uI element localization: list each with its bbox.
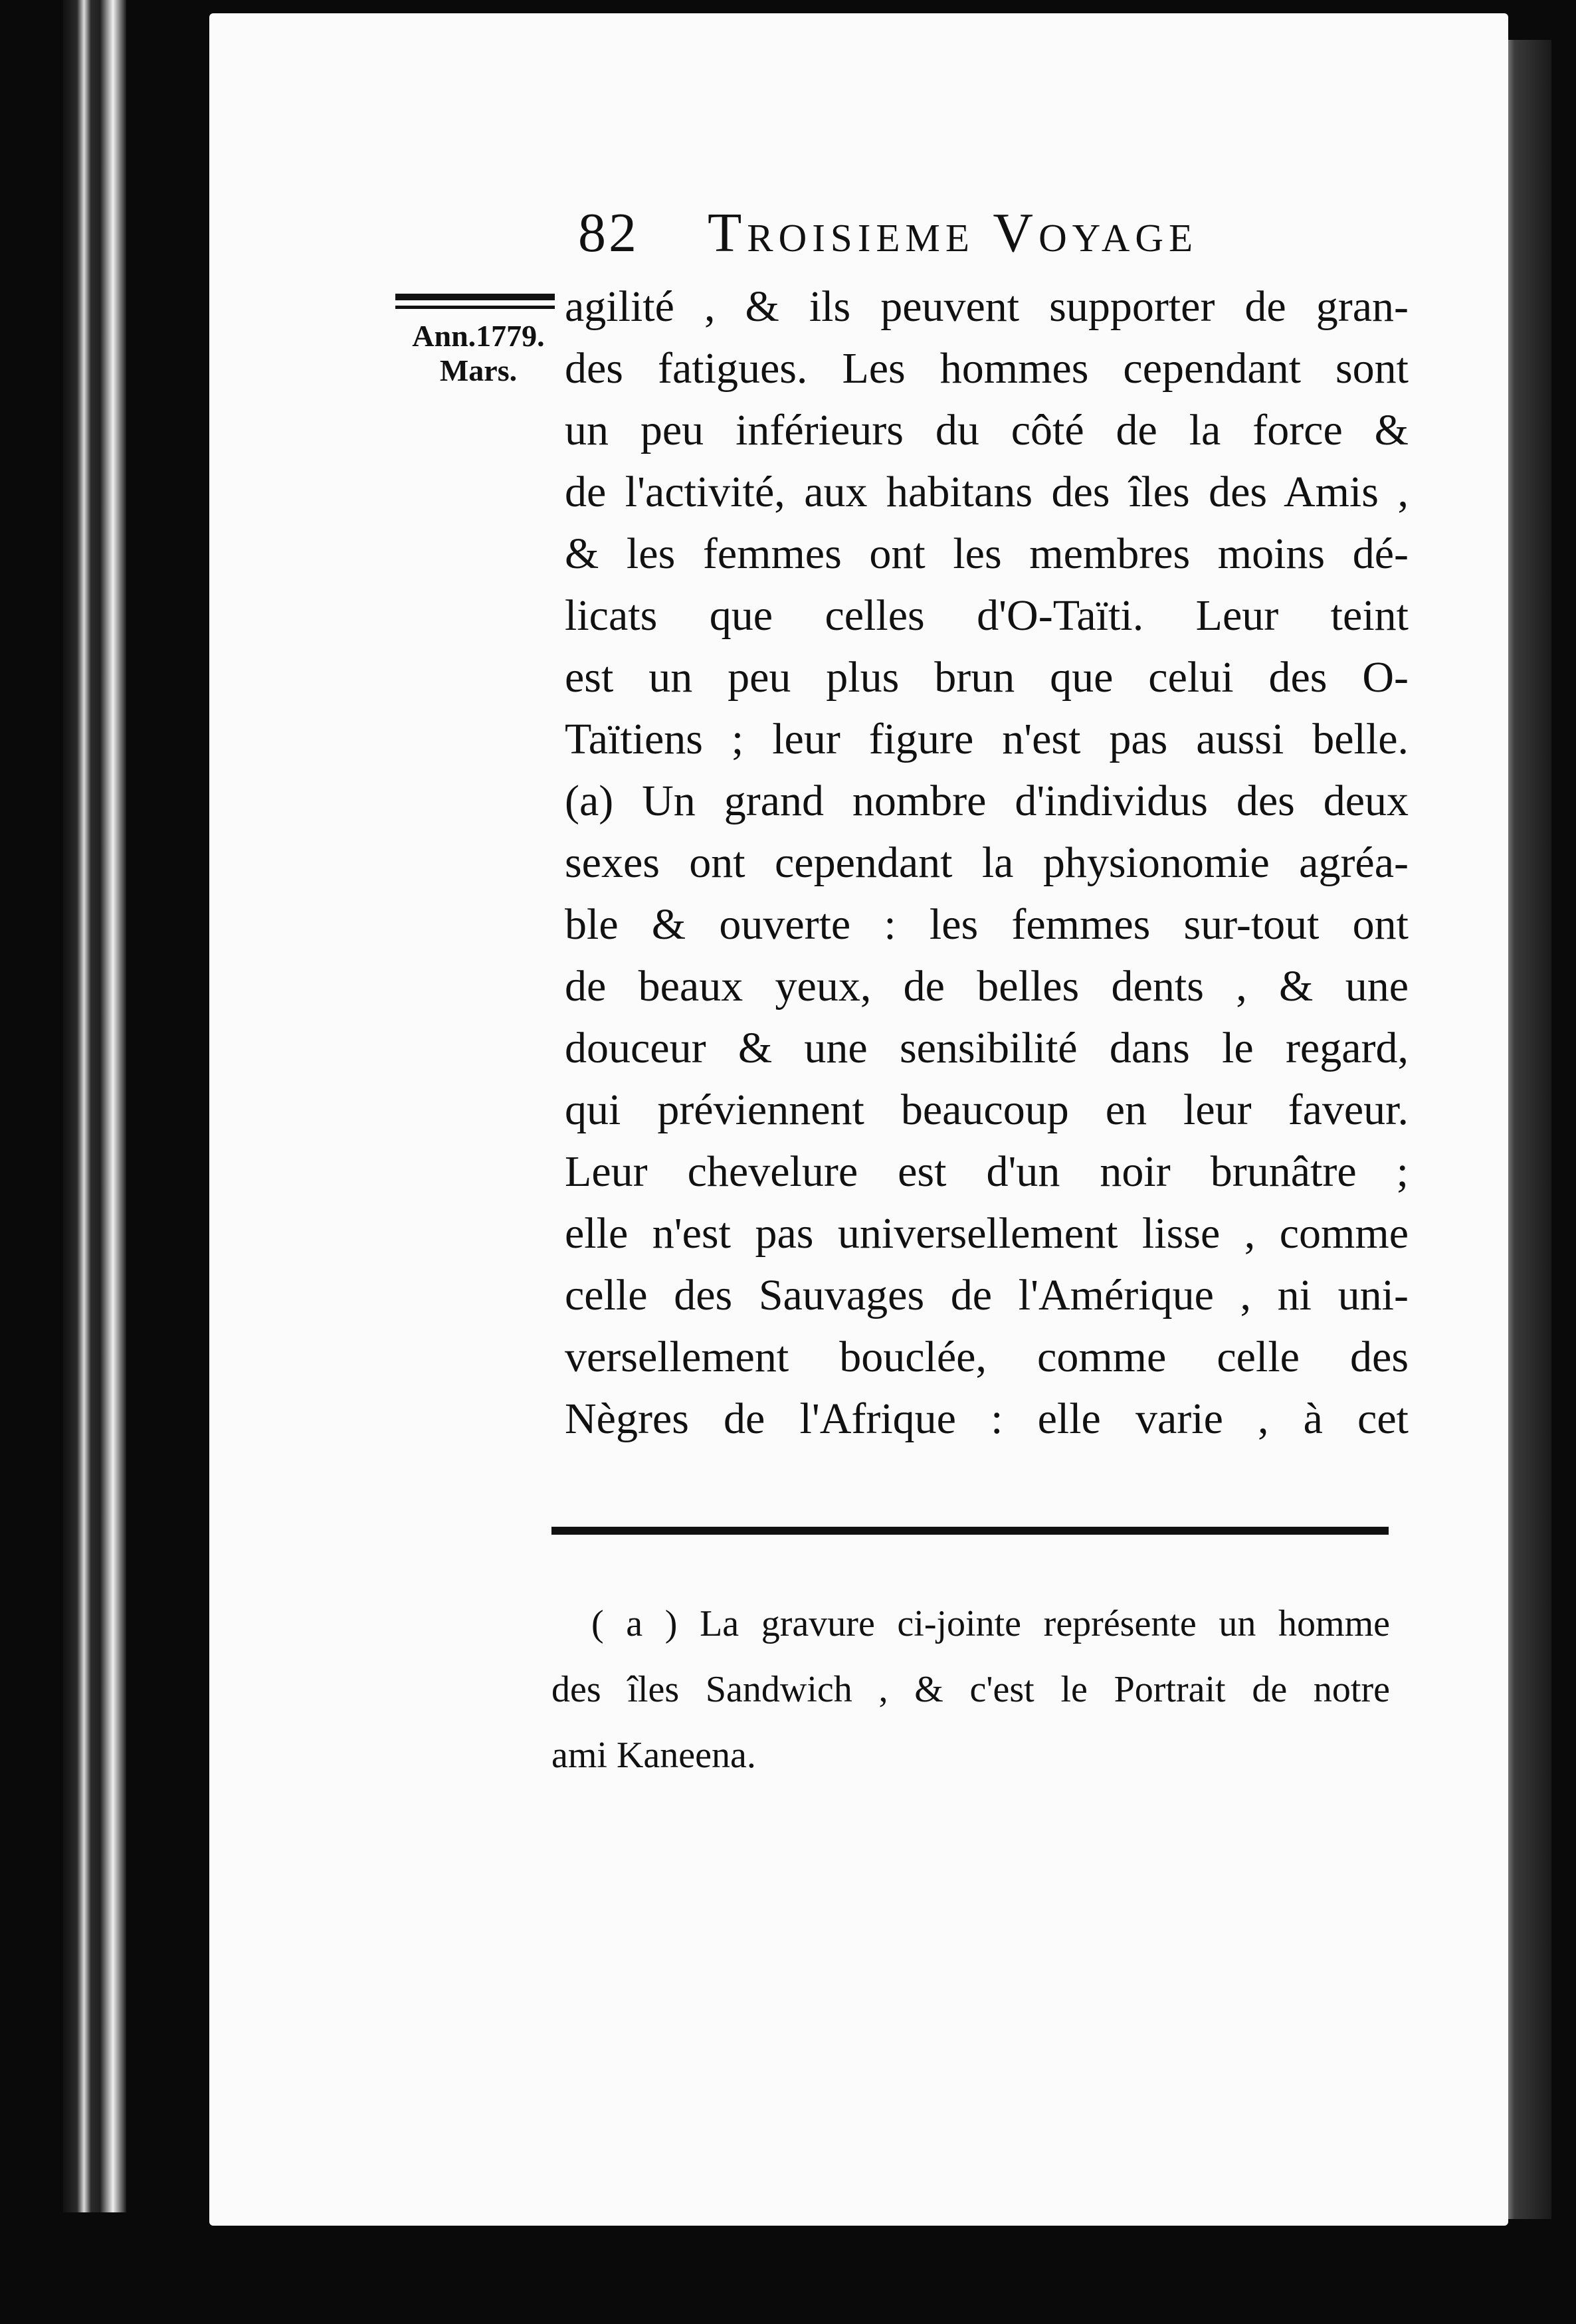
text-line: agilité , & ils peuvent supporter de gran- bbox=[565, 282, 1409, 331]
running-title: Troisieme Voyage bbox=[708, 202, 1198, 264]
text-line: (a) Un grand nombre d'individus des deux bbox=[565, 777, 1409, 825]
text-line: Leur chevelure est d'un noir brunâtre ; bbox=[565, 1147, 1409, 1196]
text-line: sexes ont cependant la physionomie agréa- bbox=[565, 838, 1409, 887]
footnote bbox=[551, 1591, 1390, 1789]
text-line: des fatigues. Les hommes cependant sont bbox=[565, 344, 1409, 393]
text-line: de l'activité, aux habitans des îles des Amis , bbox=[565, 468, 1409, 516]
text-line: douceur & une sensibilité dans le regard, bbox=[565, 1024, 1409, 1072]
footnote-line: des îles Sandwich , & c'est le Portrait de notre bbox=[551, 1669, 1390, 1710]
text-line: de beaux yeux, de belles dents , & une bbox=[565, 962, 1409, 1011]
text-line: versellement bouclée, comme celle des bbox=[565, 1333, 1409, 1381]
text-line: & les femmes ont les membres moins dé- bbox=[565, 530, 1409, 578]
text-line: Taïtiens ; leur figure n'est pas aussi belle. bbox=[565, 715, 1409, 763]
running-header bbox=[578, 201, 1279, 274]
page-number: 82 bbox=[578, 202, 639, 264]
text-line: Nègres de l'Afrique : elle varie , à cet bbox=[565, 1395, 1409, 1443]
footnote-line: ( a ) La gravure ci-jointe représente un homme bbox=[591, 1603, 1390, 1644]
margin-rule-thin bbox=[395, 306, 555, 309]
margin-note-month: Mars. bbox=[439, 353, 518, 387]
text-line: ble & ouverte : les femmes sur-tout ont bbox=[565, 900, 1409, 949]
text-line: licats que celles d'O-Taïti. Leur teint bbox=[565, 591, 1409, 640]
body-text bbox=[565, 276, 1409, 1450]
text-line: un peu inférieurs du côté de la force & bbox=[565, 406, 1409, 454]
margin-rule-thick bbox=[395, 294, 555, 300]
book-page-edge bbox=[100, 0, 126, 2212]
text-line: elle n'est pas universellement lisse , comme bbox=[565, 1209, 1409, 1258]
margin-note-year: Ann.1779. bbox=[412, 319, 545, 353]
text-line: qui préviennent beaucoup en leur faveur. bbox=[565, 1086, 1409, 1134]
footnote-line: ami Kaneena. bbox=[551, 1735, 756, 1776]
text-line: celle des Sauvages de l'Amérique , ni uni- bbox=[565, 1271, 1409, 1319]
margin-note bbox=[392, 319, 565, 388]
footnote-rule bbox=[551, 1527, 1389, 1535]
text-line: est un peu plus brun que celui des O- bbox=[565, 653, 1409, 702]
